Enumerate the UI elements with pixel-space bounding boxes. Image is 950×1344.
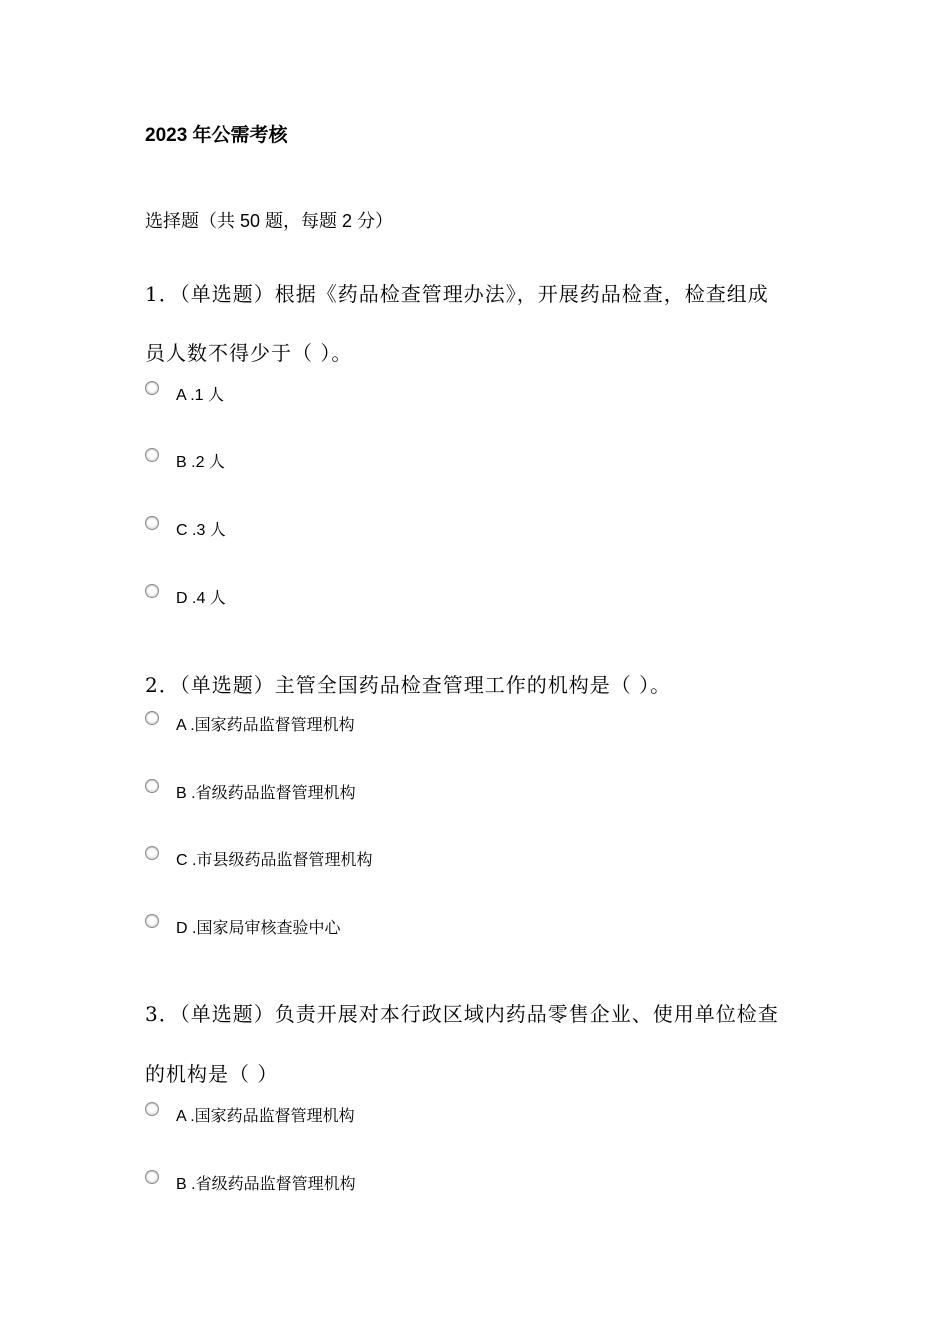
option-label: A .国家药品监督管理机构 xyxy=(176,1108,355,1125)
option-label: D .4 人 xyxy=(176,590,226,607)
option-label: A .国家药品监督管理机构 xyxy=(176,717,355,734)
radio-button-icon[interactable] xyxy=(145,1102,159,1116)
question-1-text-line-1: 1．（单选题）根据《药品检查管理办法》，开展药品检查，检查组成 xyxy=(145,282,769,306)
option-label: D .国家局审核查验中心 xyxy=(176,920,341,937)
radio-button-icon[interactable] xyxy=(145,448,159,462)
option-label: B .省级药品监督管理机构 xyxy=(176,1176,356,1193)
section-header: 选择题（共 50 题，每题 2 分） xyxy=(145,211,394,231)
option-label: C .市县级药品监督管理机构 xyxy=(176,852,373,869)
radio-button-icon[interactable] xyxy=(145,584,159,598)
radio-button-icon[interactable] xyxy=(145,381,159,395)
radio-button-icon[interactable] xyxy=(145,711,159,725)
option-label: C .3 人 xyxy=(176,522,226,539)
radio-button-icon[interactable] xyxy=(145,914,159,928)
radio-button-icon[interactable] xyxy=(145,516,159,530)
radio-button-icon[interactable] xyxy=(145,1170,159,1184)
option-label: A .1 人 xyxy=(176,387,225,404)
question-1-text-line-2: 员人数不得少于（ ）。 xyxy=(145,341,353,365)
question-2-text-line-1: 2．（单选题）主管全国药品检查管理工作的机构是（ ）。 xyxy=(145,673,672,697)
radio-button-icon[interactable] xyxy=(145,846,159,860)
option-label: B .省级药品监督管理机构 xyxy=(176,785,356,802)
question-3-text-line-2: 的机构是（ ） xyxy=(145,1062,279,1086)
radio-button-icon[interactable] xyxy=(145,779,159,793)
option-label: B .2 人 xyxy=(176,454,225,471)
page-title: 2023 年公需考核 xyxy=(145,125,288,146)
question-3-text-line-1: 3．（单选题）负责开展对本行政区域内药品零售企业、使用单位检查 xyxy=(145,1002,779,1026)
